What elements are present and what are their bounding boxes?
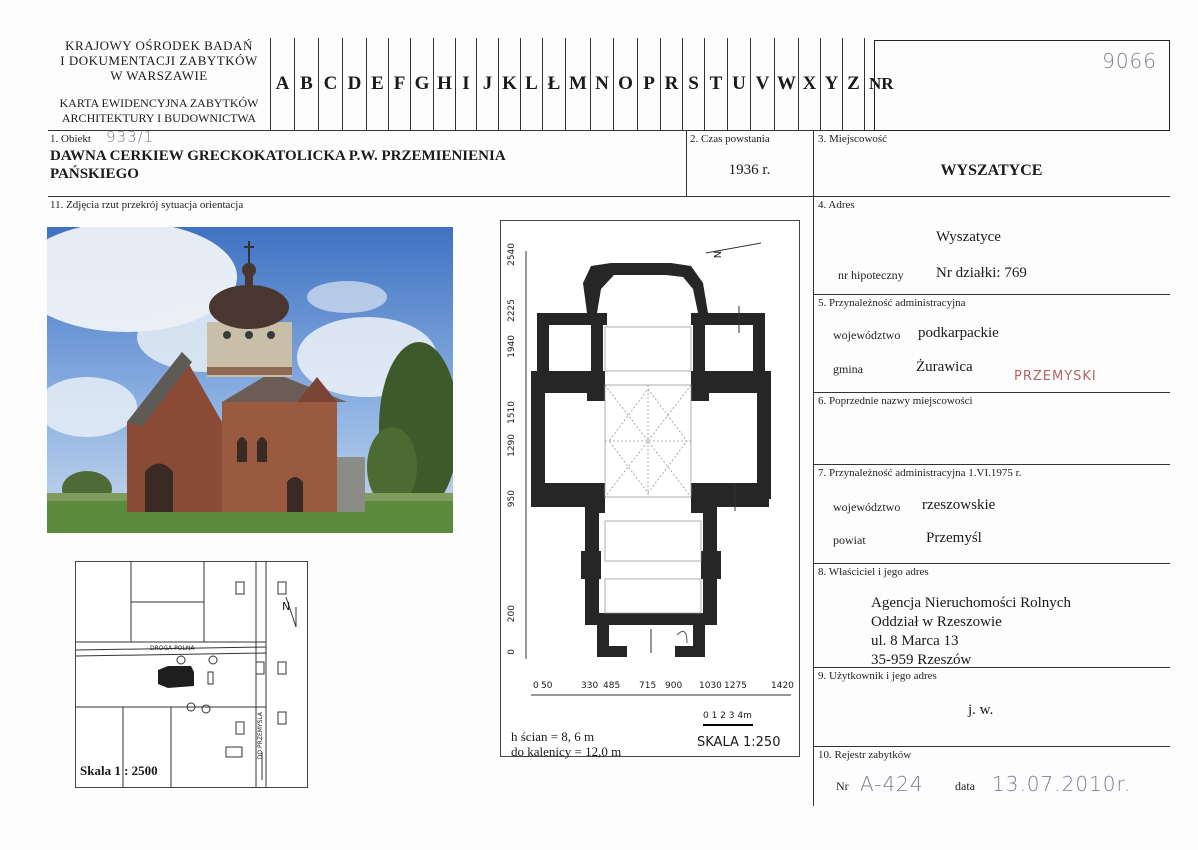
letter-cell: C	[318, 38, 342, 130]
divider	[813, 464, 1170, 465]
owner-label: 8. Właściciel i jego adres	[818, 566, 929, 578]
letter-cell: X	[798, 38, 820, 130]
letter-cell: O	[613, 38, 637, 130]
letter-cell: B	[294, 38, 318, 130]
x-tick: 1030	[699, 681, 722, 691]
letter-cell: Z	[842, 38, 864, 130]
road-label: DO PRZEMYŚLA	[257, 712, 264, 760]
situation-map	[75, 561, 308, 788]
register-label: 10. Rejestr zabytków	[818, 749, 912, 761]
letter-cell: Y	[820, 38, 842, 130]
y-tick: 1510	[507, 401, 517, 424]
divider	[48, 130, 874, 131]
letter-cell: E	[366, 38, 388, 130]
card-title: KARTA EWIDENCYJNA ZABYTKÓW ARCHITEKTURY I BUDOWNICTWA	[59, 96, 259, 125]
user-value: j. w.	[968, 702, 994, 718]
road-label: DROGA POLNA	[150, 645, 195, 652]
address-label: 4. Adres	[818, 199, 855, 211]
object-name: DAWNA CERKIEW GRECKOKATOLICKA P.W. PRZEMIENIENIA PAŃSKIEGO	[50, 148, 506, 182]
date-label: 2. Czas powstania	[690, 133, 770, 145]
owner-address: Agencja Nieruchomości Rolnych Oddział w Rzeszowie ul. 8 Marca 13 35-959 Rzeszów	[871, 595, 1071, 668]
voivodeship-1975-label: województwo	[833, 500, 901, 514]
map-scale: Skala 1 : 2500	[80, 763, 158, 778]
locality-value: WYSZATYCE	[940, 162, 1043, 179]
x-tick: 50	[541, 681, 553, 691]
voivodeship-value: podkarpackie	[918, 325, 999, 341]
divider	[813, 746, 1170, 747]
north-arrow: N	[282, 600, 291, 613]
user-label: 9. Użytkownik i jego adres	[818, 670, 937, 682]
letter-cell: M	[565, 38, 590, 130]
object-handwritten-code: 933/1	[106, 128, 155, 146]
county-1975-label: powiat	[833, 533, 866, 547]
register-date-value: 13.07.2010r.	[992, 772, 1132, 796]
y-tick: 1940	[507, 335, 517, 358]
plot-number: Nr działki: 769	[936, 265, 1027, 281]
x-tick: 1275	[724, 681, 747, 691]
nr-value: 9066	[1102, 49, 1157, 73]
situation-map-drawing	[76, 562, 307, 787]
floor-plan	[500, 220, 800, 757]
plan-north-arrow: N	[713, 250, 725, 259]
x-tick: 715	[639, 681, 657, 691]
locality-label: 3. Miejscowość	[818, 133, 888, 145]
commune-value: Żurawica	[916, 359, 973, 375]
object-label: 1. Obiekt	[50, 133, 91, 145]
letter-cell: A	[270, 38, 294, 130]
wall-height: h ścian = 8, 6 m	[511, 729, 595, 744]
letter-cell: S	[682, 38, 704, 130]
letter-cell: V	[750, 38, 774, 130]
voivodeship-1975-value: rzeszowskie	[922, 497, 996, 513]
letter-cell: Ł	[542, 38, 565, 130]
letter-cell: I	[455, 38, 476, 130]
x-tick: 900	[665, 681, 683, 691]
commune-label: gmina	[833, 362, 863, 376]
letter-cell: T	[704, 38, 727, 130]
y-tick: 950	[507, 490, 517, 508]
plan-scale: SKALA 1:250	[697, 735, 781, 750]
letter-cell: F	[388, 38, 410, 130]
letter-cell: P	[637, 38, 660, 130]
handwritten-powiat: PRZEMYSKI	[1014, 369, 1097, 384]
x-tick: 330	[581, 681, 599, 691]
classification-letters	[270, 38, 894, 130]
letter-cell: U	[727, 38, 750, 130]
date-value: 1936 r.	[728, 162, 771, 178]
register-nr-label: Nr	[836, 779, 849, 793]
y-tick: 2540	[507, 243, 517, 266]
letter-cell: K	[498, 38, 520, 130]
photos-label: 11. Zdjęcia rzut przekrój sytuacja orientacja	[50, 199, 244, 211]
admin1975-label: 7. Przynależność administracyjna 1.VI.1975 r.	[818, 467, 1022, 479]
ridge-height: do kalenicy = 12,0 m	[511, 744, 622, 759]
former-names-label: 6. Poprzednie nazwy miejscowości	[818, 395, 973, 407]
register-nr-value: A-424	[860, 772, 924, 796]
divider	[813, 294, 1170, 295]
nr-box	[874, 40, 1170, 131]
address-value: Wyszatyce	[936, 229, 1001, 245]
letter-cell: J	[476, 38, 498, 130]
divider	[48, 196, 1170, 197]
divider	[813, 130, 814, 806]
nr-label: NR	[864, 38, 894, 130]
register-date-label: data	[955, 779, 975, 793]
y-tick: 2225	[507, 299, 517, 322]
county-1975-value: Przemyśl	[926, 530, 982, 546]
letter-cell: H	[433, 38, 455, 130]
divider	[813, 563, 1170, 564]
y-tick: 200	[507, 605, 517, 623]
church-photo	[47, 227, 453, 533]
mortgage-label: nr hipoteczny	[838, 268, 904, 282]
church-photo-drawing	[47, 227, 453, 533]
letter-cell: W	[774, 38, 798, 130]
divider	[813, 392, 1170, 393]
y-tick: 0	[507, 649, 517, 655]
x-tick: 485	[603, 681, 621, 691]
letter-cell: G	[410, 38, 433, 130]
institution-name: KRAJOWY OŚRODEK BADAŃ I DOKUMENTACJI ZABYTKÓW W WARSZAWIE	[60, 38, 258, 83]
x-tick: 0	[533, 681, 539, 691]
y-tick: 1290	[507, 434, 517, 457]
letter-cell: D	[342, 38, 366, 130]
letter-cell: N	[590, 38, 613, 130]
letter-cell: L	[520, 38, 542, 130]
scale-bar-label: 0 1 2 3 4m	[703, 711, 752, 721]
floor-plan-drawing	[501, 221, 799, 756]
x-tick: 1420	[771, 681, 794, 691]
voivodeship-label: województwo	[833, 328, 901, 342]
letter-cell: R	[660, 38, 682, 130]
admin-label: 5. Przynależność administracyjna	[818, 297, 966, 309]
